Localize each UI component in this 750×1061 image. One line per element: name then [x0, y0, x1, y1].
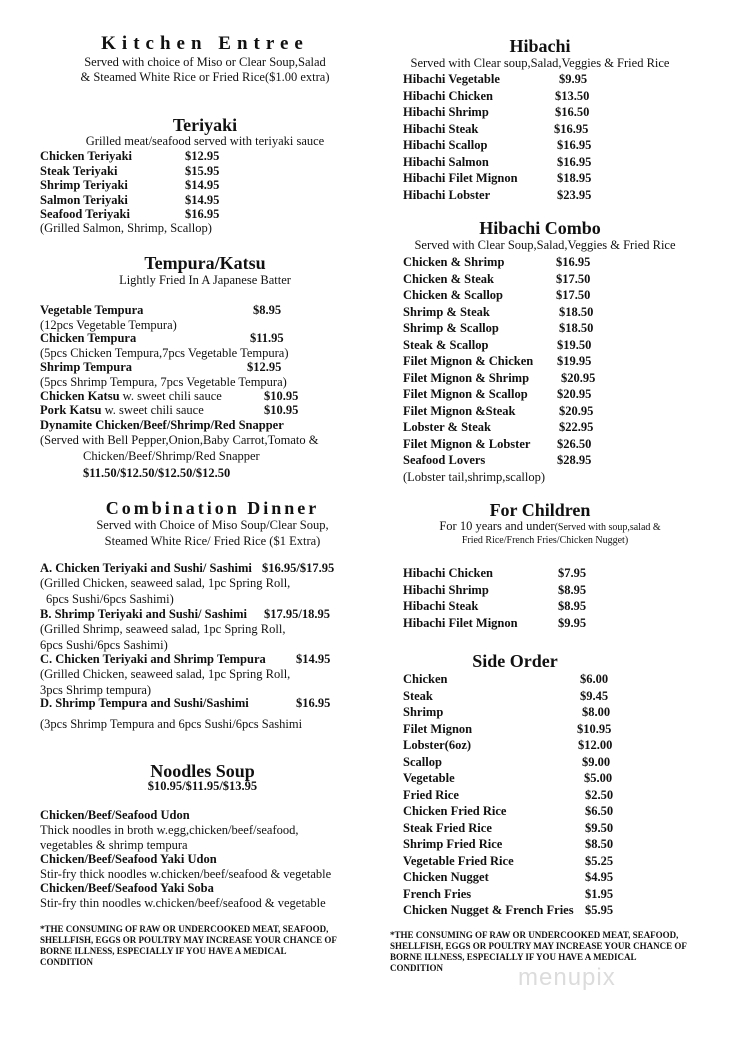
- menu-item-note: 6pcs Sushi/6pcs Sashimi): [46, 592, 174, 606]
- menu-item-name: Chicken/Beef/Seafood Udon: [40, 808, 190, 822]
- menu-item-name: Chicken & Shrimp: [403, 255, 505, 269]
- menu-item-name: Chicken Tempura: [40, 331, 137, 345]
- menu-item-name: A. Chicken Teriyaki and Sushi/ Sashimi: [40, 561, 252, 575]
- menu-item-name: Filet Mignon & Chicken: [403, 354, 534, 368]
- menu-item-note: (Grilled Chicken, seaweed salad, 1pc Spring Roll,: [40, 667, 291, 681]
- hibachi-combo-subtitle: Served with Clear Soup,Salad,Veggies & Fried Rice: [414, 238, 676, 252]
- menu-item-price: $8.95: [558, 582, 587, 597]
- menu-item-name: Hibachi Chicken: [403, 566, 493, 580]
- menu-item-name: Hibachi Salmon: [403, 154, 489, 169]
- kitchen-entree-subtitle-1: Served with choice of Miso or Clear Soup,Salad: [84, 55, 326, 69]
- menu-item-name: Shrimp Fried Rice: [403, 837, 503, 851]
- menu-item-name: Hibachi Lobster: [403, 187, 491, 202]
- menu-item-price: $17.50: [556, 288, 591, 302]
- teriyaki-subtitle: Grilled meat/seafood served with teriyaki sauce: [85, 134, 325, 148]
- menu-item-note: (Served with Bell Pepper,Onion,Baby Carrot,Tomato &: [40, 433, 319, 447]
- kitchen-entree-subtitle-2: & Steamed White Rice or Fried Rice($1.00 extra): [80, 70, 330, 84]
- menu-item-price: $15.95: [185, 163, 220, 178]
- menu-item-note: (5pcs Chicken Tempura,7pcs Vegetable Tempura): [40, 346, 289, 360]
- menu-item-price: $6.00: [580, 672, 609, 686]
- menu-item-name: Vegetable: [403, 771, 455, 785]
- menu-item-price: $10.95: [264, 389, 299, 403]
- menu-item-price: $12.95: [185, 149, 220, 163]
- menu-item-price: $10.95: [264, 403, 299, 417]
- teriyaki-seafood-note: (Grilled Salmon, Shrimp, Scallop): [40, 221, 212, 235]
- menu-item-name: Chicken Katsu: [40, 389, 120, 403]
- menu-item-price: $11.95: [250, 331, 284, 345]
- combination-title: Combination Dinner: [105, 498, 320, 518]
- menu-item-name: Vegetable Tempura: [40, 303, 144, 317]
- menu-item-name: Chicken: [403, 672, 448, 686]
- menu-item-price: $9.45: [580, 688, 609, 703]
- menu-item-row: [40, 403, 204, 418]
- menu-item-price: $4.95: [585, 870, 614, 884]
- noodles-title: Noodles Soup: [150, 761, 255, 781]
- menu-item-price: $16.95: [296, 696, 331, 710]
- menu-item-price: $9.95: [558, 615, 587, 630]
- menu-item-price: $16.50: [555, 105, 590, 119]
- children-served-text: (Served with soup,salad &: [554, 522, 661, 533]
- menu-item-note: (3pcs Shrimp Tempura and 6pcs Sushi/6pcs Sashimi: [40, 717, 303, 731]
- menu-item-name: Filet Mignon &Steak: [403, 403, 516, 418]
- menu-item-note: Stir-fry thick noodles w.chicken/beef/seafood & vegetable: [40, 867, 332, 881]
- menu-item-price: $18.50: [559, 321, 594, 335]
- menu-item-price: $17.50: [556, 271, 591, 286]
- menu-item-name: Scallop: [403, 754, 442, 769]
- menu-item-price: $10.95: [577, 721, 612, 736]
- tempura-title: Tempura/Katsu: [144, 253, 266, 273]
- menu-item-price: $8.00: [582, 705, 611, 719]
- menu-item-name: Hibachi Vegetable: [403, 72, 500, 86]
- menu-item-price: $9.50: [585, 820, 614, 835]
- menu-item-note: Thick noodles in broth w.egg,chicken/beef/seafood,: [40, 823, 299, 837]
- menu-item-name: French Fries: [403, 886, 472, 901]
- side-order-title: Side Order: [472, 651, 558, 671]
- children-title: For Children: [489, 500, 591, 520]
- menu-item-price: $8.50: [585, 837, 614, 851]
- menu-item-price: $14.95: [296, 652, 331, 666]
- menu-item-price: $19.95: [557, 354, 592, 368]
- menu-item-name: B. Shrimp Teriyaki and Sushi/ Sashimi: [40, 607, 248, 621]
- menu-item-note: Chicken/Beef/Shrimp/Red Snapper: [83, 449, 260, 463]
- menu-item-price: $5.00: [584, 771, 613, 785]
- menu-item-price: $12.00: [578, 738, 613, 752]
- menu-item-name: Hibachi Shrimp: [403, 105, 489, 119]
- menu-item-price: $6.50: [585, 804, 614, 818]
- menu-item-name: Filet Mignon & Scallop: [403, 387, 528, 401]
- menu-item-name: Shrimp Tempura: [40, 360, 133, 374]
- food-safety-warning: *THE CONSUMING OF RAW OR UNDERCOOKED MEAT, SEAFOOD, SHELLFISH, EGGS OR POULTRY MAY INCREASE YOUR CHANCE OF BORNE ILLNESS, ESPECIALLY IF YOU HAVE A MEDICAL CONDITION: [40, 924, 337, 967]
- menu-item-price: $2.50: [585, 787, 614, 802]
- menu-item-name: Steak Teriyaki: [40, 163, 118, 178]
- menu-item-name: Lobster & Steak: [403, 420, 491, 434]
- menu-item-price: $1.95: [585, 886, 614, 901]
- hibachi-title: Hibachi: [509, 36, 571, 56]
- menu-item-name: Steak Fried Rice: [403, 820, 492, 835]
- menu-item-price: $20.95: [561, 370, 596, 385]
- menupix-watermark: menupix: [518, 964, 616, 991]
- menu-item-price: $14.95: [185, 192, 220, 207]
- menu-item-name: Chicken Nugget: [403, 870, 489, 884]
- menu-item-name: Hibachi Steak: [403, 599, 479, 613]
- menu-item-name: Pork Katsu: [40, 403, 102, 417]
- menu-item-name: Chicken/Beef/Seafood Yaki Soba: [40, 881, 214, 895]
- menu-item-price: $8.95: [558, 599, 587, 613]
- menu-item-price: $7.95: [558, 566, 587, 580]
- menu-item-note: (Grilled Chicken, seaweed salad, 1pc Spring Roll,: [40, 576, 291, 590]
- menu-item-name: Hibachi Steak: [403, 121, 479, 136]
- tempura-subtitle: Lightly Fried In A Japanese Batter: [119, 273, 291, 287]
- menu-item-name: Steak: [403, 688, 433, 703]
- menu-item-name: C. Chicken Teriyaki and Shrimp Tempura: [40, 652, 266, 666]
- menu-item-price: $23.95: [557, 187, 592, 202]
- menu-item-price: $17.95/18.95: [264, 607, 330, 621]
- menu-item-price: $8.95: [253, 303, 282, 317]
- hibachi-subtitle: Served with Clear soup,Salad,Veggies & Fried Rice: [410, 56, 670, 70]
- menu-item-name: Shrimp Teriyaki: [40, 178, 128, 192]
- combination-subtitle-2: Steamed White Rice/ Fried Rice ($1 Extra): [104, 534, 321, 548]
- menu-item-name: Chicken Teriyaki: [40, 149, 133, 163]
- teriyaki-title: Teriyaki: [172, 115, 238, 135]
- menu-item-price: $16.95: [556, 255, 591, 269]
- menu-item-name: Shrimp: [403, 705, 444, 719]
- menu-item-price: $28.95: [557, 453, 592, 467]
- food-safety-warning: *THE CONSUMING OF RAW OR UNDERCOOKED MEAT, SEAFOOD, SHELLFISH, EGGS OR POULTRY MAY INCREASE YOUR CHANCE OF BORNE ILLNESS, ESPECIALLY IF YOU HAVE A MEDICAL CONDITION: [390, 930, 687, 973]
- menu-item-name: Vegetable Fried Rice: [403, 853, 514, 868]
- menu-item-price: $5.95: [585, 903, 614, 917]
- menu-item-price: $18.95: [557, 171, 592, 185]
- menu-item-name: Hibachi Filet Mignon: [403, 615, 518, 630]
- menu-item-name: Steak & Scallop: [403, 337, 489, 352]
- menu-item-price: $16.95: [185, 207, 220, 221]
- menu-item-row: [40, 389, 222, 404]
- menu-item-name: Dynamite Chicken/Beef/Shrimp/Red Snapper: [40, 418, 284, 432]
- combination-subtitle-1: Served with Choice of Miso Soup/Clear Soup,: [96, 518, 329, 532]
- menu-item-name: Lobster(6oz): [403, 738, 472, 752]
- menu-item-name: Filet Mignon & Lobster: [403, 436, 531, 451]
- menu-item-name: Fried Rice: [403, 787, 459, 802]
- menu-item-name: Hibachi Shrimp: [403, 582, 489, 597]
- menu-item-name: Chicken Nugget & French Fries: [403, 903, 574, 917]
- menu-item-note: (Grilled Shrimp, seaweed salad, 1pc Spring Roll,: [40, 622, 286, 636]
- menu-item-price: $16.95/$17.95: [262, 561, 335, 575]
- kitchen-entree-title: Kitchen Entree: [101, 33, 309, 54]
- menu-item-price: $9.00: [582, 754, 611, 769]
- menu-item-name: Chicken & Scallop: [403, 288, 504, 302]
- menu-item-name: Hibachi Filet Mignon: [403, 171, 518, 185]
- menu-item-price: $16.95: [554, 121, 589, 136]
- menu-item-name: Chicken & Steak: [403, 271, 494, 286]
- menu-item-desc: w. sweet chili sauce: [119, 389, 222, 403]
- menu-item-name: Hibachi Scallop: [403, 138, 488, 152]
- menu-item-note: (12pcs Vegetable Tempura): [40, 318, 177, 332]
- menu-item-price: $16.95: [557, 138, 592, 152]
- noodles-prices: $10.95/$11.95/$13.95: [147, 779, 258, 793]
- menu-item-note: 3pcs Shrimp tempura): [40, 683, 152, 697]
- menu-item-price: $5.25: [585, 853, 614, 868]
- seafood-lovers-note: (Lobster tail,shrimp,scallop): [403, 470, 545, 484]
- children-subtitle-2: Fried Rice/French Fries/Chicken Nugget): [461, 535, 629, 546]
- menu-item-price: $14.95: [185, 178, 220, 192]
- menu-item-name: Seafood Teriyaki: [40, 207, 130, 221]
- menu-item-name: Filet Mignon: [403, 721, 473, 736]
- menu-item-name: Salmon Teriyaki: [40, 192, 128, 207]
- menu-item-price: $13.50: [555, 88, 590, 103]
- menu-item-price: $19.50: [557, 337, 592, 352]
- children-subtitle-1: [395, 519, 705, 534]
- menu-item-price: $20.95: [559, 403, 594, 418]
- menu-item-price: $18.50: [559, 304, 594, 319]
- menu-item-name: Shrimp & Scallop: [403, 321, 499, 335]
- menu-item-price: $12.95: [247, 360, 282, 374]
- menu-item-price: $20.95: [557, 387, 592, 401]
- menu-item-note: 6pcs Sushi/6pcs Sashimi): [40, 638, 168, 652]
- menu-item-price: $22.95: [559, 420, 594, 434]
- menu-item-price: $26.50: [557, 436, 592, 451]
- menu-item-name: D. Shrimp Tempura and Sushi/Sashimi: [40, 696, 249, 710]
- menu-item-name: Seafood Lovers: [403, 453, 486, 467]
- menu-item-name: Shrimp & Steak: [403, 304, 490, 319]
- menu-item-name: Chicken/Beef/Seafood Yaki Udon: [40, 852, 217, 866]
- menu-item-price: $11.50/$12.50/$12.50/$12.50: [83, 466, 231, 480]
- menu-item-name: Filet Mignon & Shrimp: [403, 370, 530, 385]
- menu-item-note: vegetables & shrimp tempura: [40, 838, 188, 852]
- children-age-text: For 10 years and under: [439, 519, 555, 533]
- hibachi-combo-title: Hibachi Combo: [479, 218, 601, 238]
- menu-item-desc: w. sweet chili sauce: [101, 403, 204, 417]
- menu-item-note: Stir-fry thin noodles w.chicken/beef/seafood & vegetable: [40, 896, 326, 910]
- menu-item-note: (5pcs Shrimp Tempura, 7pcs Vegetable Tempura): [40, 375, 287, 389]
- menu-item-price: $16.95: [557, 154, 592, 169]
- menu-item-name: Chicken Fried Rice: [403, 804, 507, 818]
- menu-item-name: Hibachi Chicken: [403, 88, 493, 103]
- menu-item-price: $9.95: [559, 72, 588, 86]
